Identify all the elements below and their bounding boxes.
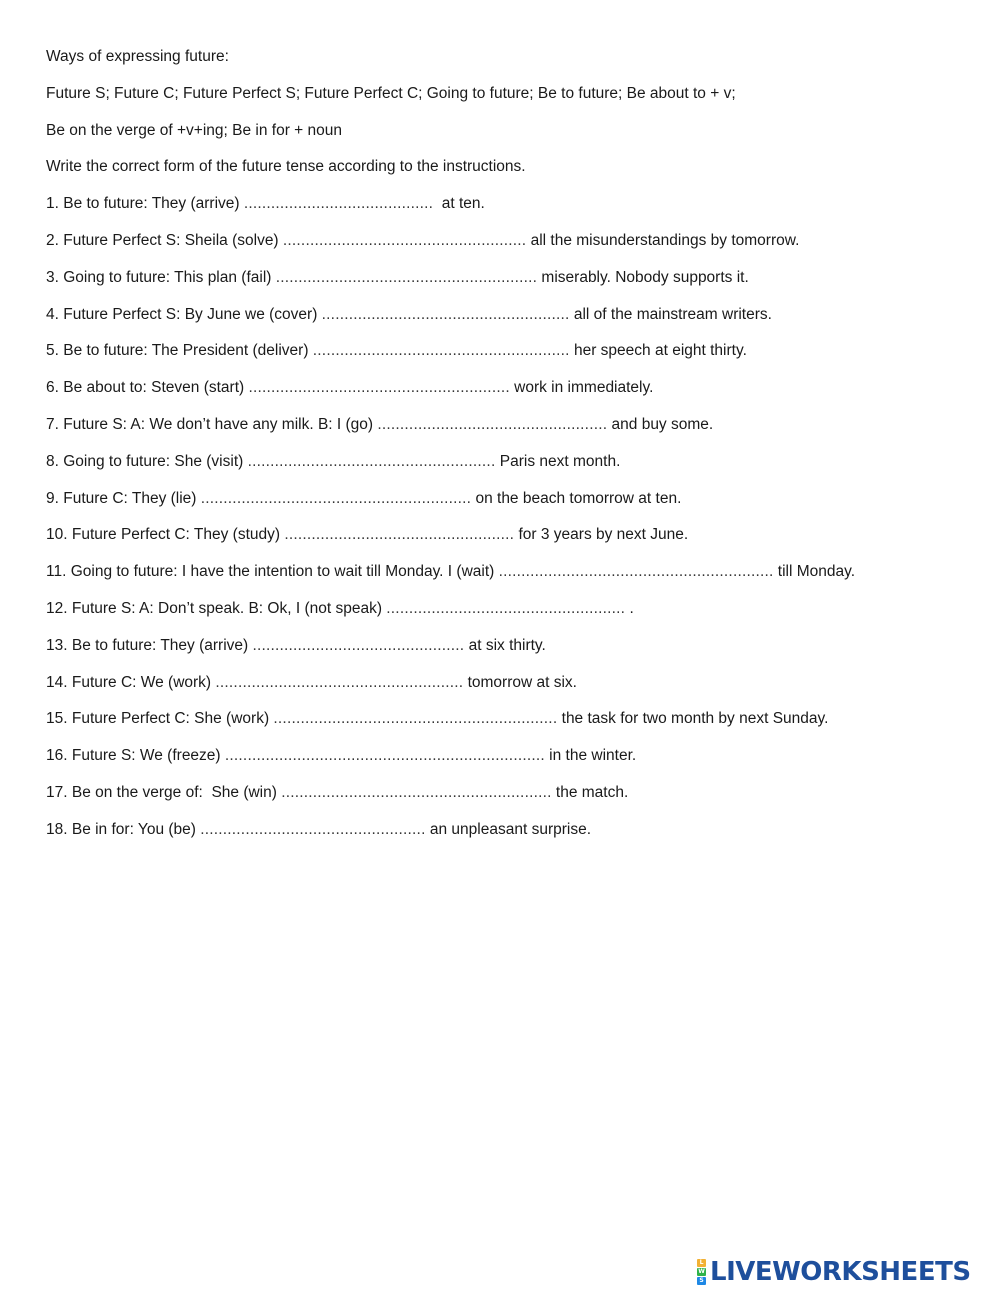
exercise-prompt: 6. Be about to: Steven (start)	[46, 379, 249, 397]
exercise-item	[46, 819, 976, 856]
exercise-prompt: 12. Future S: A: Don’t speak. B: Ok, I (not speak)	[46, 599, 387, 617]
logo-blocks-icon	[697, 1259, 706, 1285]
logo-block: S	[697, 1277, 706, 1285]
exercise-item	[46, 193, 976, 230]
exercise-prompt: 10. Future Perfect C: They (study)	[46, 526, 285, 544]
answer-blank[interactable]: .......................................................	[215, 673, 464, 691]
exercise-item	[46, 377, 976, 414]
answer-blank[interactable]: ...................................................	[284, 526, 515, 544]
exercise-prompt: 14. Future C: We (work)	[46, 673, 216, 691]
exercise-prompt: 3. Going to future: This plan (fail)	[46, 268, 276, 286]
answer-blank[interactable]: .............................................................	[498, 563, 774, 581]
header-line-1: Ways of expressing future:	[46, 48, 229, 65]
exercise-rest: till Monday.	[773, 563, 856, 581]
exercise-rest: in the winter.	[544, 747, 637, 765]
exercise-prompt: 17. Be on the verge of: She (win)	[46, 783, 282, 801]
answer-blank[interactable]: ...................................................	[377, 415, 608, 433]
header-line-3: Be on the verge of +v+ing; Be in for + noun	[46, 121, 342, 139]
exercise-rest: at six thirty.	[464, 636, 546, 654]
header-line-2: Future S; Future C; Future Perfect S; Future Perfect C; Going to future; Be to future; Be about to + v;	[46, 84, 736, 102]
exercise-item	[46, 230, 976, 267]
exercise-item	[46, 635, 976, 672]
logo-block: W	[698, 1268, 705, 1275]
instructions: Write the correct form of the future tense according to the instructions.	[46, 158, 526, 176]
exercise-rest: .	[625, 599, 634, 617]
exercise-rest: the task for two month by next Sunday.	[557, 710, 829, 728]
exercise-item	[46, 708, 976, 745]
exercise-item	[46, 414, 976, 451]
exercise-rest: the match.	[551, 783, 629, 801]
answer-blank[interactable]: ..........................................................	[248, 379, 510, 397]
exercise-item	[46, 672, 976, 709]
exercise-item	[46, 267, 976, 304]
exercise-prompt: 1. Be to future: They (arrive)	[46, 195, 244, 213]
exercise-prompt: 8. Going to future: She (visit)	[46, 452, 248, 470]
exercise-list	[46, 193, 976, 855]
exercise-rest: all of the mainstream writers.	[569, 305, 772, 323]
exercise-rest: and buy some.	[607, 415, 714, 433]
exercise-prompt: 18. Be in for: You (be)	[46, 820, 201, 838]
answer-blank[interactable]: ............................................................	[281, 783, 552, 801]
exercise-prompt: 4. Future Perfect S: By June we (cover)	[46, 305, 322, 323]
answer-blank[interactable]: ..........................................	[243, 195, 434, 213]
answer-blank[interactable]: .......................................................................	[224, 747, 545, 765]
exercise-prompt: 11. Going to future: I have the intention to wait till Monday. I (wait)	[46, 563, 499, 581]
exercise-prompt: 7. Future S: A: We don’t have any milk. B: I (go)	[46, 415, 378, 433]
worksheet	[46, 46, 976, 856]
exercise-prompt: 2. Future Perfect S: Sheila (solve)	[46, 231, 283, 249]
exercise-prompt: 13. Be to future: They (arrive)	[46, 636, 253, 654]
exercise-rest: her speech at eight thirty.	[569, 342, 747, 360]
exercise-item	[46, 561, 976, 598]
answer-blank[interactable]: ......................................................	[282, 231, 527, 249]
exercise-rest: work in immediately.	[509, 379, 654, 397]
exercise-rest: all the misunderstandings by tomorrow.	[526, 231, 800, 249]
exercise-item	[46, 340, 976, 377]
exercise-rest: tomorrow at six.	[463, 673, 577, 691]
exercise-rest: for 3 years by next June.	[514, 526, 689, 544]
answer-blank[interactable]: ..................................................	[200, 820, 426, 838]
exercise-prompt: 9. Future C: They (lie)	[46, 489, 201, 507]
answer-blank[interactable]: .........................................................	[312, 342, 570, 360]
liveworksheets-logo	[697, 1258, 971, 1286]
exercise-rest: miserably. Nobody supports it.	[537, 268, 749, 286]
exercise-item	[46, 304, 976, 341]
answer-blank[interactable]: ...............................................	[252, 636, 465, 654]
exercise-item	[46, 451, 976, 488]
answer-blank[interactable]: ...............................................................	[273, 710, 558, 728]
answer-blank[interactable]: .....................................................	[386, 599, 626, 617]
answer-blank[interactable]: .......................................................	[247, 452, 496, 470]
exercise-prompt: 15. Future Perfect C: She (work)	[46, 710, 274, 728]
logo-block: L	[697, 1259, 706, 1267]
exercise-prompt: 16. Future S: We (freeze)	[46, 747, 225, 765]
answer-blank[interactable]: ..........................................................	[275, 268, 538, 286]
answer-blank[interactable]: ............................................................	[200, 489, 472, 507]
exercise-rest: at ten.	[433, 195, 485, 213]
answer-blank[interactable]: .......................................................	[321, 305, 570, 323]
exercise-prompt: 5. Be to future: The President (deliver)	[46, 342, 313, 360]
exercise-item	[46, 488, 976, 525]
exercise-item	[46, 745, 976, 782]
logo-text: LIVEWORKSHEETS	[710, 1257, 971, 1287]
exercise-rest: on the beach tomorrow at ten.	[471, 489, 682, 507]
exercise-rest: Paris next month.	[495, 452, 621, 470]
exercise-item	[46, 782, 976, 819]
exercise-item	[46, 598, 976, 635]
exercise-item	[46, 524, 976, 561]
exercise-rest: an unpleasant surprise.	[425, 820, 592, 838]
